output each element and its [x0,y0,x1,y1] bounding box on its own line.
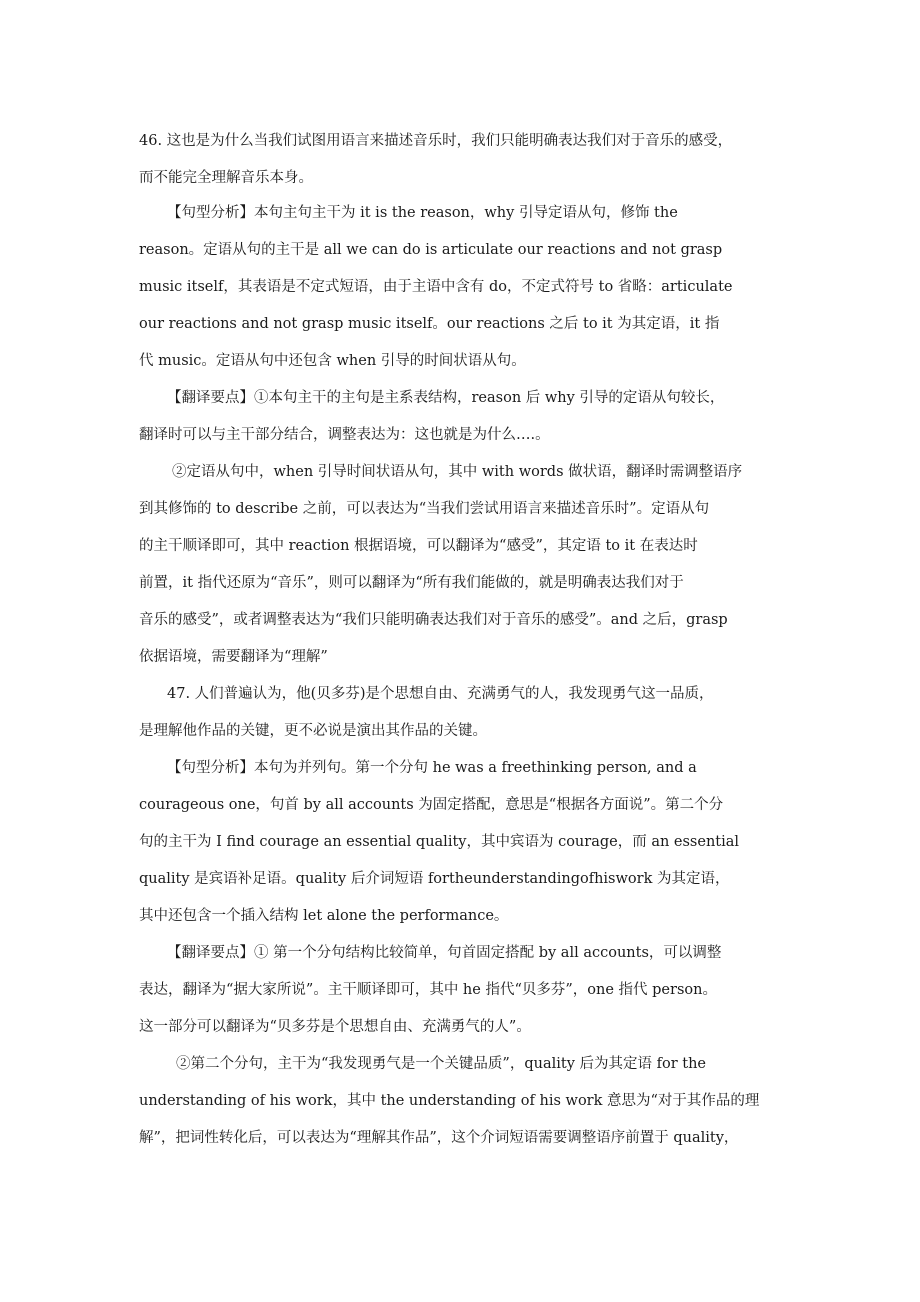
q46-translation-points-line-8: 依据语境，需要翻译为“理解” [139,649,328,665]
q47-text-line-2: 是理解他作品的关键，更不必说是演出其作品的关键。 [139,723,487,739]
q47-translation-points-line-6: 解”，把词性转化后，可以表达为“理解其作品”，这个介词短语需要调整语序前置于 quality， [139,1130,739,1146]
q47-sentence-analysis-line-5: 其中还包含一个插入结构 let alone the performance。 [139,908,509,924]
q46-sentence-analysis-line-2: reason。定语从句的主干是 all we can do is articulate our reactions and not grasp [139,242,723,258]
q47-text-line-1: 47. 人们普遍认为，他(贝多芬)是个思想自由、充满勇气的人，我发现勇气这一品质， [167,686,714,702]
q46-text-line-2: 而不能完全理解音乐本身。 [139,170,313,186]
q46-translation-points-line-7: 音乐的感受”，或者调整表达为“我们只能明确表达我们对于音乐的感受”。and 之后，grasp [139,612,728,628]
q46-sentence-analysis-line-5: 代 music。定语从句中还包含 when 引导的时间状语从句。 [139,353,526,369]
q47-sentence-analysis-line-1: 【句型分析】本句为并列句。第一个分句 he was a freethinking person, and a [167,760,697,776]
q47-sentence-analysis-line-4: quality 是宾语补足语。quality 后介词短语 fortheunderstandingofhiswork 为其定语， [139,871,730,887]
q47-translation-points-line-1: 【翻译要点】① 第一个分句结构比较简单，句首固定搭配 by all accounts，可以调整 [167,945,722,961]
q46-translation-points-line-4: 到其修饰的 to describe 之前，可以表达为“当我们尝试用语言来描述音乐时”。定语从句 [139,501,710,517]
q46-translation-points-line-1: 【翻译要点】①本句主干的主句是主系表结构，reason 后 why 引导的定语从句较长， [167,390,725,406]
q47-translation-points-line-5: understanding of his work，其中 the understanding of his work 意思为“对于其作品的理 [139,1093,760,1109]
q47-sentence-analysis-line-3: 句的主干为 I find courage an essential quality，其中宾语为 courage，而 an essential [139,834,740,850]
q47-translation-points-line-2: 表达，翻译为“据大家所说”。主干顺译即可，其中 he 指代“贝多芬”，one 指代 person。 [139,982,717,998]
q46-translation-points-line-6: 前置，it 指代还原为“音乐”，则可以翻译为“所有我们能做的，就是明确表达我们对于 [139,575,684,591]
q47-translation-points-line-4: ②第二个分句，主干为“我发现勇气是一个关键品质”，quality 后为其定语 for the [176,1056,706,1072]
q46-translation-points-line-3: ②定语从句中，when 引导时间状语从句，其中 with words 做状语，翻译时需调整语序 [172,464,743,480]
q46-text-line-1: 46. 这也是为什么当我们试图用语言来描述音乐时，我们只能明确表达我们对于音乐的感受， [139,133,733,149]
q46-translation-points-line-5: 的主干顺译即可，其中 reaction 根据语境，可以翻译为“感受”，其定语 to it 在表达时 [139,538,698,554]
q46-sentence-analysis-line-3: music itself，其表语是不定式短语，由于主语中含有 do，不定式符号 to 省略：articulate [139,279,733,295]
q47-translation-points-line-3: 这一部分可以翻译为“贝多芬是个思想自由、充满勇气的人”。 [139,1019,531,1035]
q46-translation-points-line-2: 翻译时可以与主干部分结合，调整表达为：这也就是为什么….。 [139,427,550,443]
q47-sentence-analysis-line-2: courageous one，句首 by all accounts 为固定搭配，意思是“根据各方面说”。第二个分 [139,797,724,813]
q46-sentence-analysis-line-4: our reactions and not grasp music itself。our reactions 之后 to it 为其定语，it 指 [139,316,720,332]
q46-sentence-analysis-line-1: 【句型分析】本句主句主干为 it is the reason，why 引导定语从句，修饰 the [167,205,678,221]
